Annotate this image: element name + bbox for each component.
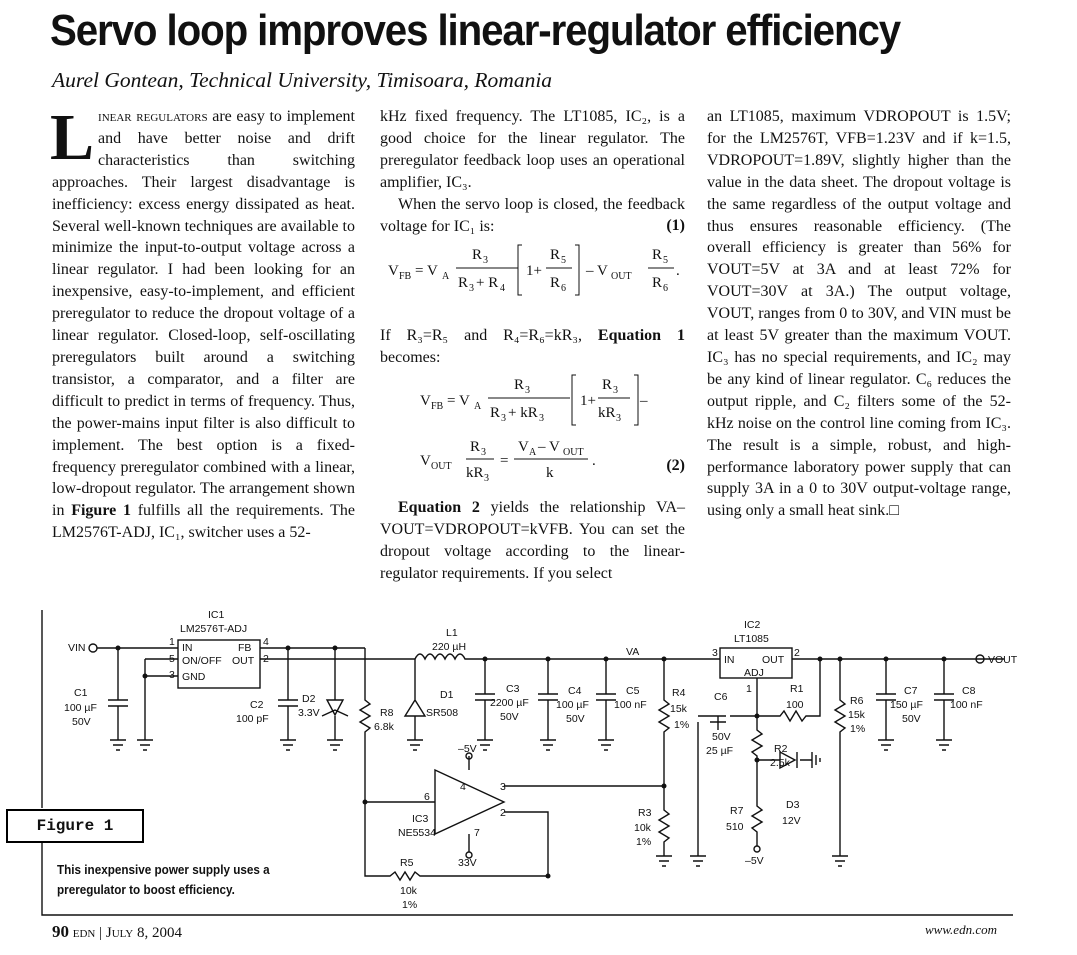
ic1-pin-in: IN — [182, 642, 193, 654]
article-title: Servo loop improves linear-regulator efficiency — [50, 6, 901, 55]
body-column-2 — [380, 106, 685, 585]
l1-inductor — [415, 654, 720, 659]
svg-text:R: R — [514, 377, 525, 394]
ic2-pin-out: OUT — [762, 654, 785, 666]
svg-text:R: R — [550, 275, 561, 292]
ic2-pin-in: IN — [724, 654, 735, 666]
col2-paragraph-3a: If R₃=R₅ and R₄=R₆=kR₃, — [380, 327, 598, 345]
footer-left — [52, 922, 182, 942]
ic1-pin-num-3: 3 — [169, 669, 175, 681]
svg-text:R: R — [458, 275, 469, 292]
svg-text:OUT: OUT — [563, 447, 584, 459]
r7-supply: –5V — [745, 855, 764, 867]
c8-value: 100 nF — [950, 699, 983, 711]
magazine-name: edn — [72, 925, 96, 941]
ic3-part: NE5534 — [398, 827, 436, 839]
svg-text:3: 3 — [484, 473, 489, 485]
r6-resistor — [832, 659, 848, 866]
r7-label: R7 — [730, 805, 744, 817]
d2-label: D2 — [302, 693, 316, 705]
svg-text:3: 3 — [481, 447, 486, 459]
footer-url: www.edn.com — [925, 922, 997, 937]
equation-2-number: (2) — [666, 457, 685, 475]
svg-text:V: V — [518, 439, 529, 456]
r2-pot — [752, 716, 762, 790]
equation-1-reference: Equation 1 — [597, 327, 686, 345]
svg-text:3: 3 — [613, 385, 618, 397]
col2-paragraph-3c: becomes: — [380, 349, 441, 367]
body-column-1 — [50, 101, 356, 544]
page-number: 90 — [52, 922, 69, 941]
svg-text:kR: kR — [466, 465, 484, 482]
equation-1-formula — [380, 237, 685, 307]
r7-supply-terminal — [754, 846, 760, 852]
r1-label: R1 — [790, 683, 804, 695]
c3-label: C3 — [506, 683, 520, 695]
figure-caption: This inexpensive power supply uses a preregulator to boost efficiency. — [57, 862, 270, 897]
ic2-pin-adj: ADJ — [744, 667, 764, 679]
end-mark: □ — [889, 502, 899, 520]
svg-text:A: A — [442, 271, 450, 283]
r5-value: 10k — [400, 885, 417, 897]
r2-value: 2.5k — [770, 757, 790, 769]
svg-text:6: 6 — [561, 283, 566, 295]
vout-label: VOUT — [988, 654, 1018, 666]
col1-text: are easy to implement and have better noise and drift characteristics than switching approaches. Their largest disadvantage is inefficiency: excess energy dissipated as heat. Several well-known techniques are available to minimize the input-to-output voltage across a linear regulator. I had been looking for an inexpensive, easy-to-implement, and efficient preregulator to reduce the dropout voltage of a linear regulator. Closed-loop, self-oscillating preregulators built around a switching transistor, a comparator, and a filter are difficult to predict in terms of frequency. Thus, the power-mains input filter is also difficult to implement. The best option is a fixed-frequency preregulator combined with a linear, low-dropout regulator. The arrangement shown in — [52, 108, 355, 520]
c2-cap — [278, 648, 298, 750]
svg-text:.: . — [592, 453, 596, 470]
svg-text:R: R — [652, 247, 663, 264]
svg-text:= V: = V — [447, 393, 470, 410]
svg-text:– V: – V — [538, 439, 560, 456]
r4-value: 15k — [670, 703, 687, 715]
schematic-figure-1 — [0, 600, 1077, 911]
c4-cap — [538, 659, 558, 750]
ic1-pin-out: OUT — [232, 655, 255, 667]
svg-text:= V: = V — [415, 263, 438, 280]
c2-label: C2 — [250, 699, 264, 711]
ic3-opamp — [435, 770, 504, 834]
svg-text:R: R — [550, 247, 561, 264]
ic2-part: LT1085 — [734, 633, 769, 645]
vin-terminal — [89, 644, 97, 652]
ic2-pin-num-1: 1 — [746, 683, 752, 695]
svg-text:6: 6 — [663, 283, 668, 295]
svg-text:5: 5 — [663, 255, 668, 267]
ic1-pin-num-4: 4 — [263, 636, 269, 648]
c4-voltage: 50V — [566, 713, 585, 725]
svg-text:R: R — [490, 405, 501, 422]
svg-text:R: R — [602, 377, 613, 394]
r3-value: 10k — [634, 822, 651, 834]
d3-label: D3 — [786, 799, 800, 811]
ic1-pin-num-1: 1 — [169, 636, 175, 648]
c3-voltage: 50V — [500, 711, 519, 723]
equation-1-number: (1) — [666, 217, 685, 235]
issue-date: July 8, 2004 — [105, 925, 182, 941]
ic2-pin-num-2: 2 — [794, 647, 800, 659]
figure-label: Figure 1 — [6, 809, 144, 843]
svg-text:.: . — [676, 263, 680, 280]
c1-label: C1 — [74, 687, 88, 699]
svg-text:R: R — [470, 439, 481, 456]
c8-label: C8 — [962, 685, 976, 697]
ic1-pin-fb: FB — [238, 642, 252, 654]
svg-text:5: 5 — [561, 255, 566, 267]
svg-text:3: 3 — [616, 413, 621, 425]
r7-resistor — [752, 790, 762, 846]
svg-text:k: k — [546, 465, 554, 482]
svg-text:1+: 1+ — [526, 263, 542, 280]
r6-value: 15k — [848, 709, 865, 721]
ic3-pin-3: 3 — [500, 781, 506, 793]
dropcap: L — [50, 101, 95, 174]
svg-text:FB: FB — [431, 401, 444, 413]
svg-text:+ kR: + kR — [508, 405, 538, 422]
svg-text:V: V — [388, 263, 399, 280]
ic3-neg-supply: –5V — [458, 743, 477, 755]
ic1-pin-num-2: 2 — [263, 653, 269, 665]
c6-voltage: 50V — [712, 731, 731, 743]
svg-text:– V: – V — [586, 263, 608, 280]
r4-label: R4 — [672, 687, 686, 699]
svg-text:3: 3 — [525, 385, 530, 397]
body-column-3 — [707, 106, 1011, 522]
c4-value: 100 µF — [556, 699, 589, 711]
c7-label: C7 — [904, 685, 918, 697]
equation-2 — [380, 369, 685, 497]
r1-resistor — [757, 659, 820, 721]
va-label: VA — [626, 646, 640, 658]
col2-paragraph-4b: yields the relationship V — [479, 499, 666, 517]
r3-resistor — [656, 786, 672, 866]
svg-text:–: – — [640, 393, 648, 410]
lead-smallcaps: inear regulators — [98, 108, 208, 125]
ic3-pin-7: 7 — [474, 827, 480, 839]
r3-tolerance: 1% — [636, 836, 652, 848]
vin-label: VIN — [68, 642, 86, 654]
c4-label: C4 — [568, 685, 582, 697]
r5-tolerance: 1% — [402, 899, 418, 911]
equation-1 — [380, 217, 685, 325]
ic3-pin-4: 4 — [460, 781, 466, 793]
byline: Aurel Gontean, Technical University, Timisoara, Romania — [52, 68, 553, 92]
ic3-pos-supply: 33V — [458, 857, 477, 869]
r6-tolerance: 1% — [850, 723, 866, 735]
c7-voltage: 50V — [902, 713, 921, 725]
d2-value: 3.3V — [298, 707, 320, 719]
l1-label: L1 — [446, 627, 458, 639]
r5-feedback — [365, 802, 548, 880]
c1-value: 100 µF — [64, 702, 97, 714]
c3-value: 2200 µF — [490, 697, 529, 709]
c5-label: C5 — [626, 685, 640, 697]
ic1-pin-gnd: GND — [182, 671, 206, 683]
svg-text:V: V — [420, 453, 431, 470]
c1-symbol — [108, 648, 128, 750]
svg-text:3: 3 — [501, 413, 506, 425]
ic2-label: IC2 — [744, 619, 761, 631]
svg-text:R: R — [472, 247, 483, 264]
svg-text:3: 3 — [469, 283, 474, 295]
r8-value: 6.8k — [374, 721, 394, 733]
c5-value: 100 nF — [614, 699, 647, 711]
col3-text: an LT1085, maximum VDROPOUT is 1.5V; for the LM2576T, VFB=1.23V and if k=1.5, VDROPOUT=1.89V, slightly higher than the value in the data sheet. The dropout voltage is the same regardless of the output voltage and thus ensures reasonable efficiency. (The overall efficiency is greater than 56% for VOUT=5V at 3A and at least 72% for VOUT=30V at 3A.) The output voltage, VOUT, ranges from 0 to 30V, and VIN must be at least 5V greater than the maximum VOUT. IC₃ has no special requirements, and IC₂ may be any kind of linear regulator. C₆ reduces the output ripple, and C₂ filters some of the 52-kHz noise on the control line coming from IC₃. The result is a simple, robust, and high-performance laboratory power supply that can supply 3A in a 0 to 30V output-voltage range, using only a small heat sink. — [707, 108, 1011, 520]
d1-value: SR508 — [426, 707, 459, 719]
ic2-pin-num-3: 3 — [712, 647, 718, 659]
d1-label: D1 — [440, 689, 454, 701]
svg-text:R: R — [652, 275, 663, 292]
col2-paragraph-4c: A–VOUT=VDROPOUT=kVFB. You can set the dropout voltage according to the linear-regulator requirements. If you select — [380, 499, 686, 582]
ic3-pin-6: 6 — [424, 791, 430, 803]
ic1-label: IC1 — [208, 609, 225, 621]
col2-paragraph-2: When the servo loop is closed, the feedback voltage for IC₁ is: — [380, 195, 685, 235]
c2-value: 100 pF — [236, 713, 269, 725]
l1-value: 220 µH — [432, 641, 467, 653]
svg-text:A: A — [529, 447, 537, 459]
r3-label: R3 — [638, 807, 652, 819]
r7-value: 510 — [726, 821, 744, 833]
d3-value: 12V — [782, 815, 801, 827]
footer-separator: | — [99, 925, 103, 941]
equation-2-reference: Equation 2 — [398, 499, 480, 517]
ic1-part: LM2576T-ADJ — [180, 623, 248, 635]
r6-label: R6 — [850, 695, 864, 707]
r8-label: R8 — [380, 707, 394, 719]
svg-text:kR: kR — [598, 405, 616, 422]
ic1-out-wires — [260, 648, 415, 659]
col2-paragraph-1: kHz fixed frequency. The LT1085, IC₂, is a good choice for the linear regulator. The preregulator feedback loop uses an operational amplifier, IC₃. — [380, 108, 685, 191]
r8-resistor — [360, 648, 435, 802]
c1-voltage: 50V — [72, 716, 91, 728]
svg-text:OUT: OUT — [431, 461, 452, 473]
r2-label: R2 — [774, 743, 788, 755]
ic1-pin-onoff: ON/OFF — [182, 655, 222, 667]
svg-text:3: 3 — [483, 255, 488, 267]
r4-resistor — [504, 659, 669, 786]
col1-text-end: fulfills all the requirements. The LM2576T-ADJ, IC₁, switcher uses a 52- — [52, 502, 356, 542]
r1-value: 100 — [786, 699, 804, 711]
ic3-label: IC3 — [412, 813, 429, 825]
c7-value: 150 µF — [890, 699, 923, 711]
equation-2-formula — [380, 369, 685, 495]
svg-text:V: V — [420, 393, 431, 410]
svg-text:1+: 1+ — [580, 393, 596, 410]
svg-text:3: 3 — [539, 413, 544, 425]
ic3-pin-2: 2 — [500, 807, 506, 819]
figure-reference: Figure 1 — [71, 502, 131, 520]
ic1-pin-num-5: 5 — [169, 653, 175, 665]
c5-cap — [596, 659, 616, 750]
d1-diode — [405, 659, 425, 750]
d2-zener — [288, 648, 348, 750]
svg-text:+ R: + R — [476, 275, 499, 292]
svg-text:4: 4 — [500, 283, 505, 295]
svg-text:=: = — [500, 453, 509, 470]
svg-text:FB: FB — [399, 271, 412, 283]
r4-tolerance: 1% — [674, 719, 690, 731]
r5-label: R5 — [400, 857, 414, 869]
c6-label: C6 — [714, 691, 728, 703]
svg-text:A: A — [474, 401, 482, 413]
svg-text:OUT: OUT — [611, 271, 632, 283]
c6-value: 25 µF — [706, 745, 734, 757]
